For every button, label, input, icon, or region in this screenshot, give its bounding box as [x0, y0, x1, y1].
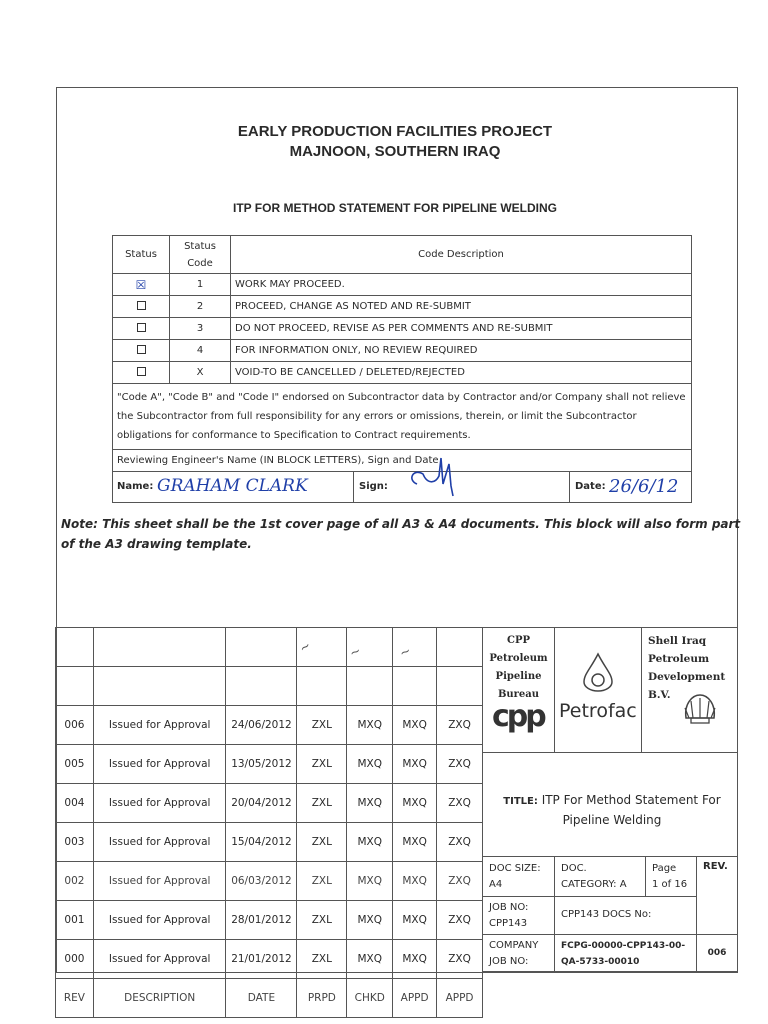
- approved-header-2: APPD: [437, 979, 483, 1018]
- rev-no: 002: [56, 862, 94, 901]
- cpp-logo: cpp: [492, 699, 544, 734]
- approver-signature-2: ~: [347, 643, 364, 662]
- description: Issued for Approval: [93, 940, 226, 979]
- approved-by-2: ZXQ: [437, 940, 483, 979]
- company-doc-number: FCPG-00000-CPP143-00-QA-5733-00010: [554, 934, 697, 972]
- status-checkbox-1[interactable]: ☒: [113, 274, 170, 296]
- rev-number: 006: [696, 934, 738, 972]
- approved-by: MXQ: [393, 784, 437, 823]
- approved-by-2: ZXQ: [437, 706, 483, 745]
- reviewer-label: Reviewing Engineer's Name (IN BLOCK LETTERS), Sign and Date: [113, 450, 692, 472]
- revision-row: [56, 862, 483, 901]
- description: Issued for Approval: [93, 823, 226, 862]
- rev-no: 005: [56, 745, 94, 784]
- revision-row: [56, 901, 483, 940]
- description: Issued for Approval: [93, 745, 226, 784]
- prepared-by: ZXL: [297, 823, 347, 862]
- prepared-header: PRPD: [297, 979, 347, 1018]
- document-title: ITP For Method Statement For Pipeline Welding: [541, 793, 721, 827]
- title-label: TITLE:: [503, 796, 538, 807]
- status-code: 4: [170, 340, 231, 362]
- name-label: Name:: [117, 481, 154, 492]
- reviewer-name: GRAHAM CLARK: [157, 476, 308, 496]
- revision-row: [56, 706, 483, 745]
- description: Issued for Approval: [93, 862, 226, 901]
- document-title-cell: [482, 752, 738, 857]
- checked-by: MXQ: [347, 940, 393, 979]
- approved-by: MXQ: [393, 862, 437, 901]
- approver-signature-3: ~: [397, 643, 414, 662]
- rev-header: REV: [56, 979, 94, 1018]
- date: 20/04/2012: [226, 784, 297, 823]
- rev-no: 003: [56, 823, 94, 862]
- description: Issued for Approval: [93, 784, 226, 823]
- status-row: [113, 296, 692, 318]
- status-code: 3: [170, 318, 231, 340]
- date: 13/05/2012: [226, 745, 297, 784]
- prepared-by: ZXL: [297, 706, 347, 745]
- signature-image: [405, 454, 485, 502]
- company-job-cell: COMPANY JOB NO:: [482, 934, 555, 972]
- status-code-table: [112, 235, 692, 503]
- date-header: DATE: [226, 979, 297, 1018]
- title-block: [482, 627, 738, 972]
- job-no-cell: JOB NO: CPP143: [482, 896, 555, 935]
- approved-header: APPD: [393, 979, 437, 1018]
- status-desc: PROCEED, CHANGE AS NOTED AND RE-SUBMIT: [231, 296, 692, 318]
- date: 28/01/2012: [226, 901, 297, 940]
- checked-by: MXQ: [347, 745, 393, 784]
- prepared-by: ZXL: [297, 901, 347, 940]
- description: Issued for Approval: [93, 706, 226, 745]
- date: 15/04/2012: [226, 823, 297, 862]
- approved-by-2: ZXQ: [437, 901, 483, 940]
- status-checkbox-3[interactable]: [113, 318, 170, 340]
- date: 06/03/2012: [226, 862, 297, 901]
- date: 24/06/2012: [226, 706, 297, 745]
- revision-row: [56, 784, 483, 823]
- sign-label: Sign:: [359, 481, 388, 492]
- status-code: 2: [170, 296, 231, 318]
- prepared-by: ZXL: [297, 940, 347, 979]
- approved-by: MXQ: [393, 823, 437, 862]
- status-checkbox-2[interactable]: [113, 296, 170, 318]
- date: 21/01/2012: [226, 940, 297, 979]
- checked-by: MXQ: [347, 784, 393, 823]
- status-code: 1: [170, 274, 231, 296]
- shell-logo-icon: [682, 692, 718, 726]
- status-row: [113, 318, 692, 340]
- petrofac-drop-icon: [581, 652, 615, 692]
- date-label: Date:: [575, 481, 606, 492]
- approved-by: MXQ: [393, 940, 437, 979]
- approved-by: MXQ: [393, 706, 437, 745]
- disclaimer-text: "Code A", "Code B" and "Code I" endorsed on Subcontractor data by Contractor and/or Company shall not relieve the Subcontractor from full responsibility for any errors or omissions, therein, or limit the Subcontractor obligations for conformance to Specification to Contract requirements.: [113, 384, 692, 450]
- rev-no: 004: [56, 784, 94, 823]
- petrofac-cell: [554, 627, 642, 753]
- status-checkbox-4[interactable]: [113, 340, 170, 362]
- approved-by-2: ZXQ: [437, 784, 483, 823]
- cover-note: Note: This sheet shall be the 1st cover page of all A3 & A4 documents. This block will also form part of the A3 drawing template.: [61, 517, 741, 551]
- approved-by: MXQ: [393, 745, 437, 784]
- rev-no: 000: [56, 940, 94, 979]
- prepared-by: ZXL: [297, 784, 347, 823]
- shell-company-cell: Shell Iraq Petroleum Development B.V.: [641, 627, 738, 753]
- doc-size-cell: DOC SIZE: A4: [482, 856, 555, 897]
- page-cell: Page 1 of 16: [645, 856, 697, 897]
- status-row: [113, 340, 692, 362]
- status-checkbox-x[interactable]: [113, 362, 170, 384]
- checked-header: CHKD: [347, 979, 393, 1018]
- docs-no-cell: CPP143 DOCS No:: [554, 896, 697, 935]
- checked-by: MXQ: [347, 901, 393, 940]
- prepared-by: ZXL: [297, 862, 347, 901]
- status-row: [113, 362, 692, 384]
- petrofac-name: Petrofac: [559, 700, 637, 722]
- prepared-by: ZXL: [297, 745, 347, 784]
- status-row: [113, 274, 692, 296]
- revision-row: [56, 940, 483, 979]
- status-desc: DO NOT PROCEED, REVISE AS PER COMMENTS AND RE-SUBMIT: [231, 318, 692, 340]
- col-code-header: Status Code: [170, 236, 231, 274]
- description: Issued for Approval: [93, 901, 226, 940]
- rev-cell: REV.: [696, 856, 738, 935]
- approver-signature-1: ~: [296, 638, 315, 657]
- approved-by-2: ZXQ: [437, 823, 483, 862]
- revision-row: [56, 823, 483, 862]
- document-subtitle: ITP FOR METHOD STATEMENT FOR PIPELINE WELDING: [233, 201, 557, 215]
- revision-row: [56, 745, 483, 784]
- status-desc: FOR INFORMATION ONLY, NO REVIEW REQUIRED: [231, 340, 692, 362]
- checked-by: MXQ: [347, 706, 393, 745]
- approved-by-2: ZXQ: [437, 862, 483, 901]
- project-location: MAJNOON, SOUTHERN IRAQ: [289, 143, 501, 160]
- project-title: EARLY PRODUCTION FACILITIES PROJECT: [237, 123, 553, 140]
- rev-no: 001: [56, 901, 94, 940]
- rev-no: 006: [56, 706, 94, 745]
- revision-header-row: [56, 979, 483, 1018]
- description-header: DESCRIPTION: [93, 979, 226, 1018]
- cpp-company-cell: CPP Petroleum Pipeline Bureau: [482, 627, 555, 753]
- approved-by: MXQ: [393, 901, 437, 940]
- revision-table: [55, 627, 483, 1018]
- checked-by: MXQ: [347, 823, 393, 862]
- review-date: 26/6/12: [609, 476, 679, 497]
- col-desc-header: Code Description: [231, 236, 692, 274]
- checked-by: MXQ: [347, 862, 393, 901]
- approved-by-2: ZXQ: [437, 745, 483, 784]
- status-desc: WORK MAY PROCEED.: [231, 274, 692, 296]
- doc-category-cell: DOC. CATEGORY: A: [554, 856, 646, 897]
- status-code: X: [170, 362, 231, 384]
- col-status-header: Status: [113, 236, 170, 274]
- status-desc: VOID-TO BE CANCELLED / DELETED/REJECTED: [231, 362, 692, 384]
